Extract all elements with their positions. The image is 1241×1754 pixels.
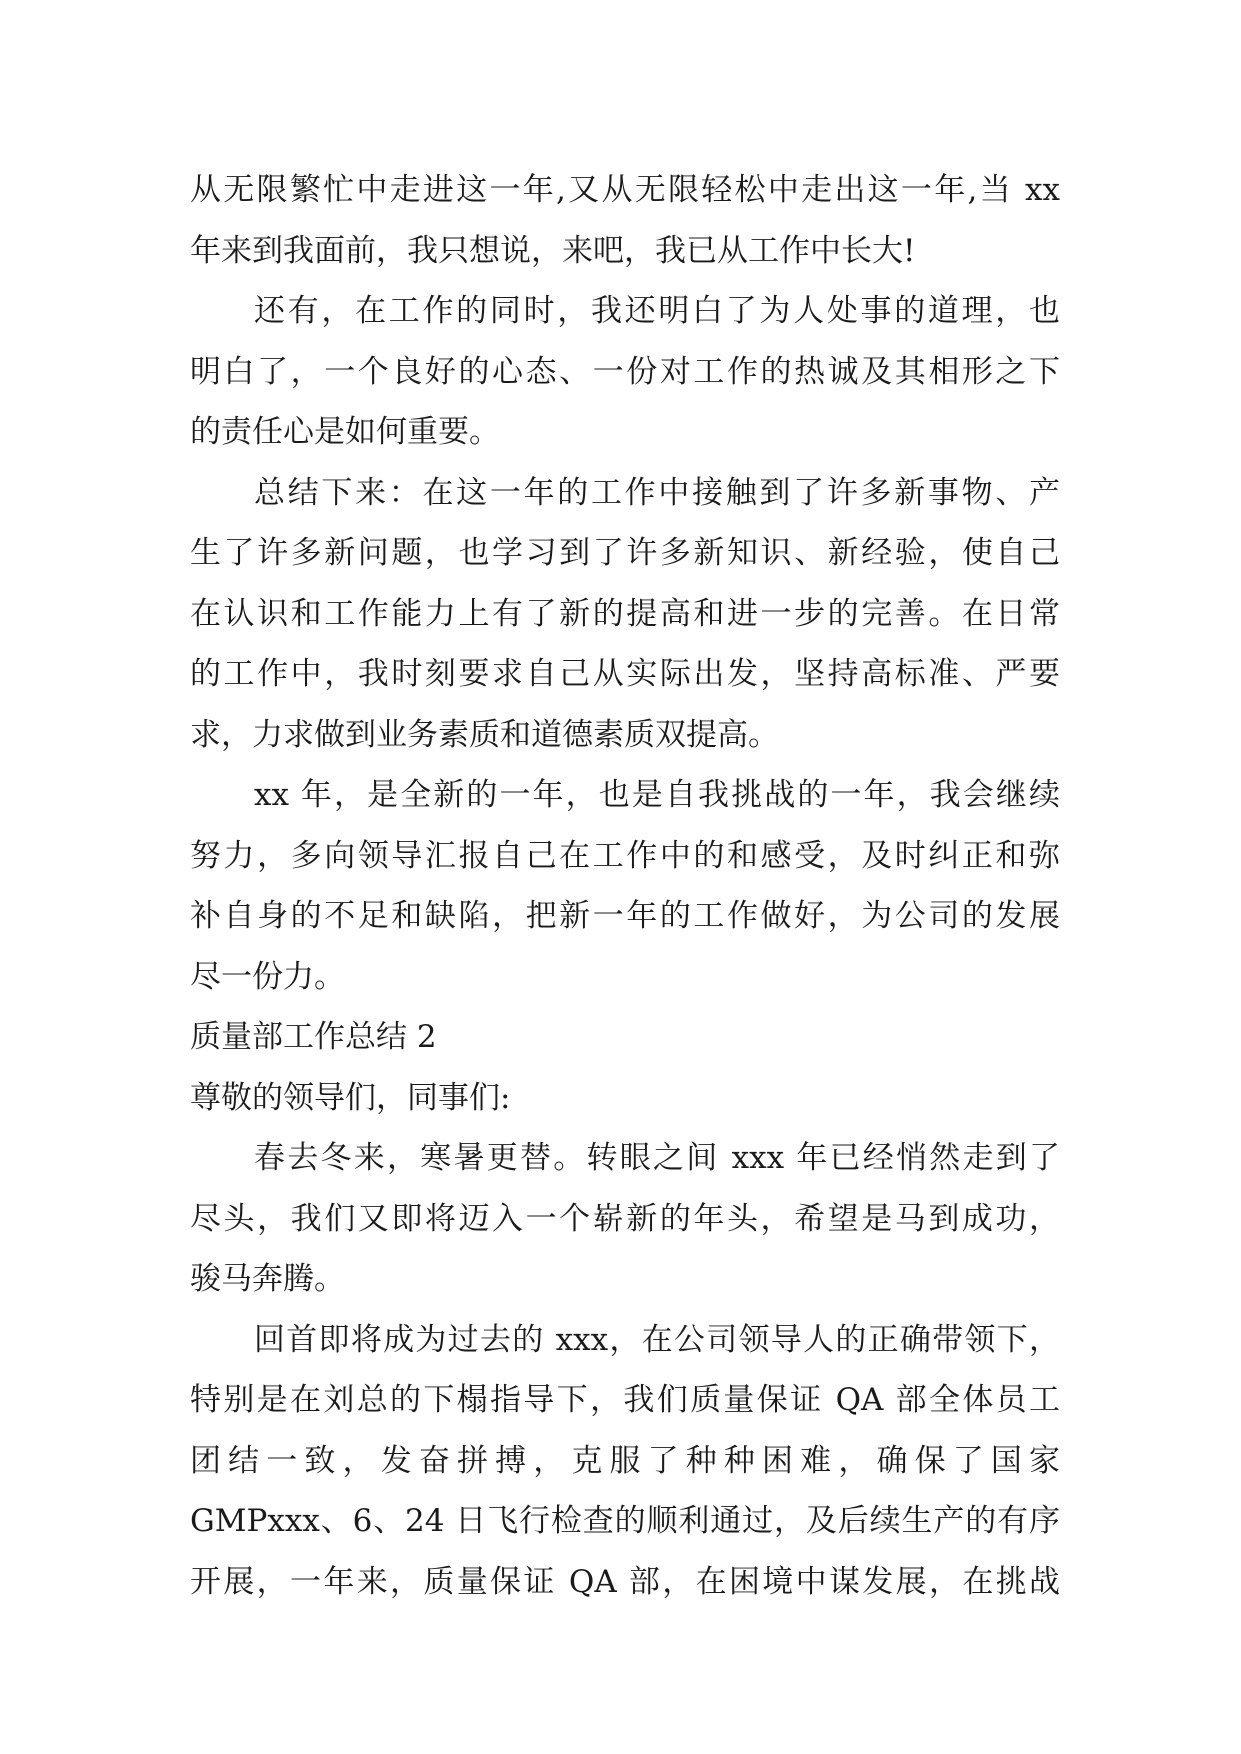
text-line: 尽头，我们又即将迈入一个崭新的年头，希望是马到成功， xyxy=(190,1200,1060,1237)
text-line: 从无限繁忙中走进这一年,又从无限轻松中走出这一年,当 xx xyxy=(190,172,1060,208)
text-line: 的责任心是如何重要。 xyxy=(190,414,500,450)
text-line: 特别是在刘总的下榻指导下，我们质量保证 QA 部全体员工 xyxy=(190,1382,1060,1418)
text-line: 尽一份力。 xyxy=(190,958,345,995)
document-page xyxy=(190,160,1060,1612)
text-line: 的工作中，我时刻要求自己从实际出发，坚持高标准、严要 xyxy=(190,656,1060,692)
text-line: 开展，一年来，质量保证 QA 部，在困境中谋发展，在挑战 xyxy=(190,1563,1060,1600)
text-line: 团结一致，发奋拼搏，克服了种种困难，确保了国家 xyxy=(190,1442,1060,1479)
paragraph-start-line: 回首即将成为过去的 xxx，在公司领导人的正确带领下， xyxy=(254,1321,1060,1358)
text-line: 骏马奔腾。 xyxy=(190,1261,345,1297)
paragraph-start-line: 总结下来：在这一年的工作中接触到了许多新事物、产 xyxy=(254,474,1060,511)
text-line: GMPxxx、6、24 日飞行检查的顺利通过，及后续生产的有序 xyxy=(190,1503,1060,1539)
text-line: 年来到我面前，我只想说，来吧，我已从工作中长大! xyxy=(190,232,916,269)
paragraph-start-line: 春去冬来，寒暑更替。转眼之间 xxx 年已经悄然走到了 xyxy=(254,1140,1060,1176)
text-line: 补自身的不足和缺陷，把新一年的工作做好，为公司的发展 xyxy=(190,898,1060,934)
text-line: 在认识和工作能力上有了新的提高和进一步的完善。在日常 xyxy=(190,595,1060,632)
salutation: 尊敬的领导们，同事们: xyxy=(190,1079,511,1116)
text-line: 生了许多新问题，也学习到了许多新知识、新经验，使自己 xyxy=(190,535,1060,571)
text-line: 明白了，一个良好的心态、一份对工作的热诚及其相形之下 xyxy=(190,353,1060,390)
text-line: 努力，多向领导汇报自己在工作中的和感受，及时纠正和弥 xyxy=(190,837,1060,874)
text-line: 求，力求做到业务素质和道德素质双提高。 xyxy=(190,716,779,753)
paragraph-start-line: 还有，在工作的同时，我还明白了为人处事的道理，也 xyxy=(254,293,1060,329)
paragraph-start-line: xx 年，是全新的一年，也是自我挑战的一年，我会继续 xyxy=(254,777,1060,813)
section-heading: 质量部工作总结 2 xyxy=(190,1019,437,1055)
